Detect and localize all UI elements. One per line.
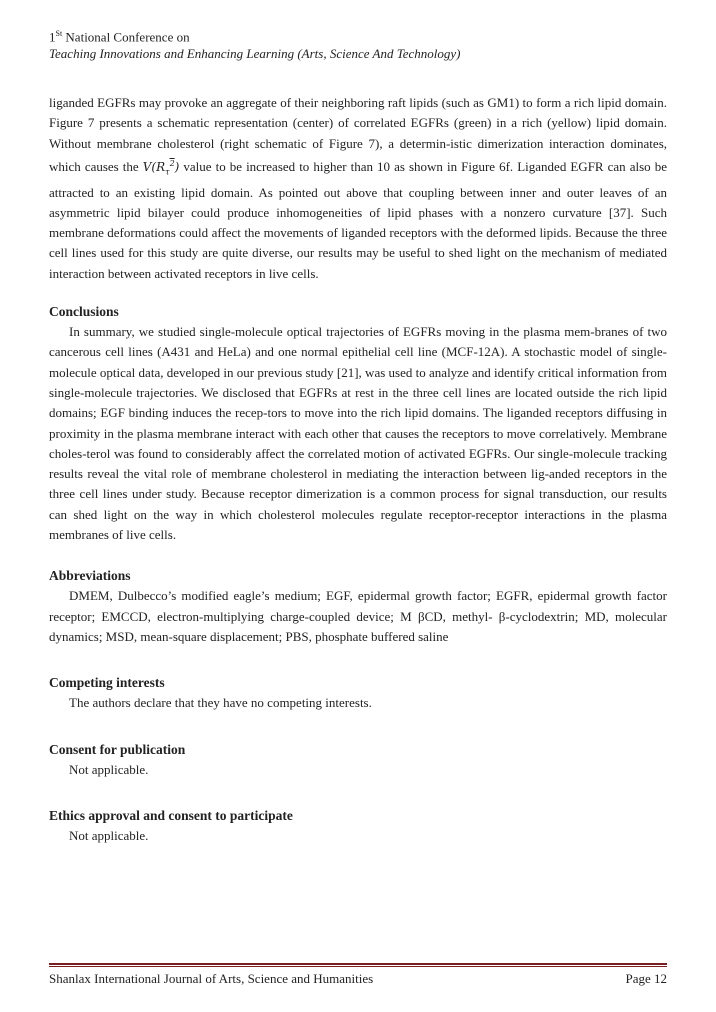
competing-interests-text: The authors declare that they have no competing interests. <box>69 695 372 711</box>
consent-heading: Consent for publication <box>49 741 186 757</box>
conclusions-heading: Conclusions <box>49 304 119 320</box>
consent-text: Not applicable. <box>69 761 149 777</box>
footer-divider <box>49 963 667 965</box>
abbreviations-heading: Abbreviations <box>49 568 131 584</box>
journal-name: Shanlax International Journal of Arts, Science and Humanities <box>49 971 374 986</box>
variance-formula: $V(R_\tau^2)$ <box>142 158 180 177</box>
conference-subtitle: Teaching Innovations and Enhancing Learning (Arts, Science And Technology) <box>49 46 461 62</box>
article-body <box>49 93 667 846</box>
ethics-heading: Ethics approval and consent to participate <box>49 807 293 823</box>
conclusions-text: In summary, we studied single-molecule optical trajectories of EGFRs moving in the plasma mem-branes of two cancerous cell lines (A431 and HeLa) and one normal epithelial cell line (MCF-12A). A stochastic model of single-molecule optical data, developed in our previous study [21], was used to analyze and identify critical information from single-molecule trajectories. We disclosed that EGFRs at rest in the three cell lines are located outside the rich lipid domains; EGF binding induces the recep-tors to move into the rich lipid domains. The liganded receptors diffusing in proximity in the plasma membrane interact with each other that causes the receptors to move correlatively. Membrane choles-terol was found to considerably affect the correlated motion of activated EGFRs. Our single-molecule tracking results reveal the vital role of membrane cholesterol in mediating the interaction between lig-anded receptors in the three cell lines under study. Because receptor dimerization is a common process for signal transduction, our results can shed light on the way in which cholesterol molecules regulate receptor-receptor interactions in the plasma membranes of live cells. <box>49 324 667 543</box>
intro-text-2: value to be increased to higher than 10 as shown in Figure 6f. Liganded EGFR can also be attracted to an existing lipid domain. As pointed out above that coupling between inner and outer leaves of an asymmetric lipid bilayer could produce inhomogeneities of lipid phases with a nonzero curvature [37]. Such membrane deformations could affect the movements of liganded receptors with the deformed lipids. Because the three cell lines used for this study are quite diverse, our results may be useful to shed light on the mechanism of mediated interaction between activated receptors in live cells. <box>49 158 667 281</box>
paper-page <box>49 0 667 1012</box>
competing-interests-heading: Competing interests <box>49 675 165 691</box>
running-header <box>49 25 461 62</box>
conference-title-text: National Conference on <box>62 29 190 45</box>
footer-divider-thin <box>49 966 667 967</box>
abbreviations-text: DMEM, Dulbecco’s modified eagle’s medium; EGF, epidermal growth factor; EGFR, epidermal growth factor receptor; EMCCD, electron-multiplying charge-coupled device; M βCD, methyl- β-cyclodextrin; MD, molecular dynamics; MSD, mean-square displacement; PBS, phosphate buffered saline <box>49 588 667 644</box>
intro-text-1: liganded EGFRs may provoke an aggregate of their neighboring raft lipids (such as GM1) to form a rich lipid domain. Figure 7 presents a schematic representation (center) of correlated EGFRs (green) in a rich (yellow) lipid domain. Without membrane cholesterol (right schematic of Figure 7), a determin-istic dimerization interaction dominates, which causes the <box>49 95 667 174</box>
conference-number: 1 <box>49 29 56 45</box>
page-number: Page 12 <box>625 971 667 986</box>
conference-title <box>49 25 461 45</box>
intro-paragraph <box>49 93 667 284</box>
conference-number-suffix: St <box>55 29 63 38</box>
ethics-text: Not applicable. <box>69 827 149 843</box>
